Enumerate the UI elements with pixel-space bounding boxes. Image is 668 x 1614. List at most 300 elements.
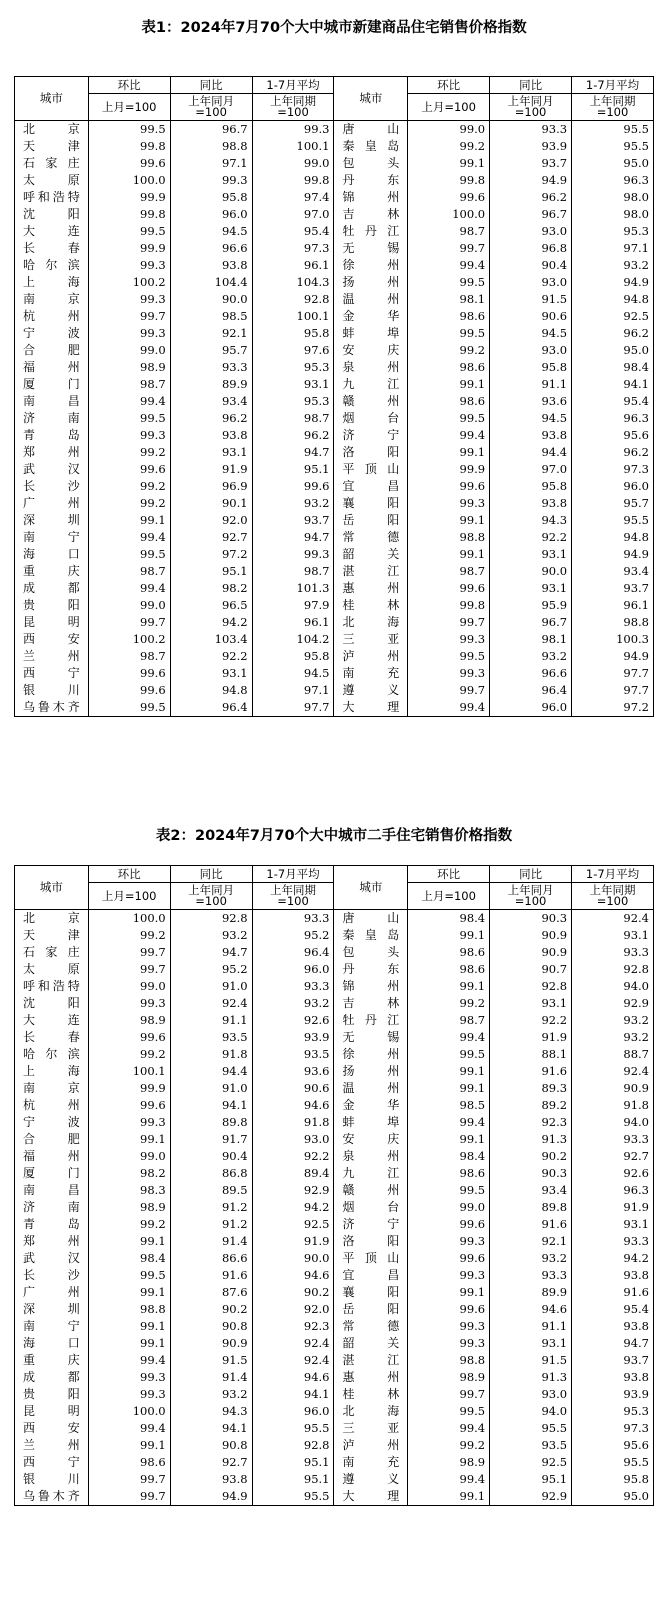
- city-cell: 宁波: [15, 325, 89, 342]
- mom-value: 98.7: [88, 563, 170, 580]
- city-cell-right: 岳阳: [334, 512, 408, 529]
- avg-value: 90.6: [252, 1080, 334, 1097]
- city-cell-right: 锦州: [334, 189, 408, 206]
- table-row: [15, 665, 654, 682]
- avg-value-right: 95.5: [572, 1454, 654, 1471]
- mom-value: 99.7: [88, 614, 170, 631]
- yoy-value-right: 93.3: [490, 121, 572, 139]
- table-row: [15, 1063, 654, 1080]
- yoy-header-right: 同比: [490, 77, 572, 94]
- avg-value: 97.0: [252, 206, 334, 223]
- yoy-value: 93.8: [170, 1471, 252, 1488]
- city-cell: 福州: [15, 1148, 89, 1165]
- avg-value: 100.1: [252, 308, 334, 325]
- city-cell-right: 桂林: [334, 597, 408, 614]
- city-cell-right: 洛阳: [334, 1233, 408, 1250]
- mom-value: 100.2: [88, 631, 170, 648]
- mom-value: 100.1: [88, 1063, 170, 1080]
- yoy-value: 95.8: [170, 189, 252, 206]
- yoy-value-right: 93.0: [490, 223, 572, 240]
- city-cell-right: 赣州: [334, 393, 408, 410]
- avg-value: 95.5: [252, 1488, 334, 1506]
- city-cell-right: 三亚: [334, 1420, 408, 1437]
- mom-value-right: 99.1: [408, 376, 490, 393]
- avg-value-right: 92.6: [572, 1165, 654, 1182]
- city-cell-right: 宜昌: [334, 478, 408, 495]
- mom-value: 99.3: [88, 1386, 170, 1403]
- avg-value-right: 96.3: [572, 172, 654, 189]
- table-row: [15, 1046, 654, 1063]
- mom-value-right: 98.6: [408, 944, 490, 961]
- city-cell: 长春: [15, 240, 89, 257]
- table-row: [15, 206, 654, 223]
- avg-value: 101.3: [252, 580, 334, 597]
- mom-value: 99.6: [88, 1097, 170, 1114]
- yoy-value-right: 92.9: [490, 1488, 572, 1506]
- yoy-value-right: 91.9: [490, 1029, 572, 1046]
- avg-value-right: 93.2: [572, 1012, 654, 1029]
- city-cell-right: 岳阳: [334, 1301, 408, 1318]
- mom-value: 99.2: [88, 1216, 170, 1233]
- yoy-value-right: 95.9: [490, 597, 572, 614]
- city-cell: 西安: [15, 1420, 89, 1437]
- avg-value-right: 93.8: [572, 1369, 654, 1386]
- yoy-value-right: 89.9: [490, 1284, 572, 1301]
- avg-header-right: 1-7月平均: [572, 77, 654, 94]
- avg-value-right: 96.0: [572, 478, 654, 495]
- city-cell-right: 九江: [334, 376, 408, 393]
- table-row: [15, 172, 654, 189]
- avg-value: 94.2: [252, 1199, 334, 1216]
- city-cell: 石家庄: [15, 155, 89, 172]
- avg-base-right: 上年同期 =100: [572, 883, 654, 910]
- city-cell: 成都: [15, 580, 89, 597]
- mom-value-right: 99.4: [408, 1420, 490, 1437]
- table-row: [15, 1454, 654, 1471]
- city-cell-right: 济宁: [334, 427, 408, 444]
- city-cell: 海口: [15, 1335, 89, 1352]
- avg-value-right: 95.5: [572, 138, 654, 155]
- city-cell-right: 丹东: [334, 172, 408, 189]
- mom-value-right: 98.6: [408, 1165, 490, 1182]
- city-cell-right: 泉州: [334, 359, 408, 376]
- mom-base: 上月=100: [88, 883, 170, 910]
- city-cell-right: 惠州: [334, 1369, 408, 1386]
- city-cell: 杭州: [15, 308, 89, 325]
- avg-value-right: 93.9: [572, 1386, 654, 1403]
- city-cell-right: 北海: [334, 1403, 408, 1420]
- mom-value-right: 99.3: [408, 1318, 490, 1335]
- table-row: [15, 529, 654, 546]
- table-row: [15, 478, 654, 495]
- city-cell: 广州: [15, 1284, 89, 1301]
- table-row: [15, 682, 654, 699]
- mom-value: 98.7: [88, 376, 170, 393]
- table-row: [15, 121, 654, 139]
- avg-value: 92.8: [252, 1437, 334, 1454]
- mom-value-right: 99.2: [408, 995, 490, 1012]
- city-cell-right: 遵义: [334, 682, 408, 699]
- yoy-value-right: 96.0: [490, 699, 572, 717]
- city-cell: 沈阳: [15, 206, 89, 223]
- mom-value: 99.5: [88, 1267, 170, 1284]
- avg-value-right: 94.1: [572, 376, 654, 393]
- yoy-value: 93.8: [170, 427, 252, 444]
- avg-value: 99.0: [252, 155, 334, 172]
- yoy-value-right: 88.1: [490, 1046, 572, 1063]
- yoy-value: 97.1: [170, 155, 252, 172]
- mom-value-right: 98.4: [408, 910, 490, 928]
- mom-value: 99.0: [88, 342, 170, 359]
- yoy-value-right: 93.5: [490, 1437, 572, 1454]
- avg-value: 94.6: [252, 1097, 334, 1114]
- city-cell: 深圳: [15, 512, 89, 529]
- avg-value: 99.6: [252, 478, 334, 495]
- table-row: [15, 1097, 654, 1114]
- yoy-value-right: 91.5: [490, 1352, 572, 1369]
- city-cell: 乌鲁木齐: [15, 1488, 89, 1506]
- mom-value-right: 99.6: [408, 1301, 490, 1318]
- table-row: [15, 410, 654, 427]
- city-cell: 呼和浩特: [15, 978, 89, 995]
- city-cell-right: 北海: [334, 614, 408, 631]
- city-cell-right: 包头: [334, 944, 408, 961]
- table-row: [15, 461, 654, 478]
- yoy-value-right: 89.2: [490, 1097, 572, 1114]
- yoy-value: 92.0: [170, 512, 252, 529]
- yoy-value: 91.4: [170, 1369, 252, 1386]
- city-cell: 厦门: [15, 376, 89, 393]
- city-cell-right: 襄阳: [334, 1284, 408, 1301]
- city-cell: 太原: [15, 961, 89, 978]
- city-cell-right: 吉林: [334, 995, 408, 1012]
- city-cell-right: 湛江: [334, 563, 408, 580]
- yoy-value-right: 94.3: [490, 512, 572, 529]
- avg-value-right: 97.7: [572, 665, 654, 682]
- table-row: [15, 910, 654, 928]
- avg-value-right: 95.8: [572, 1471, 654, 1488]
- avg-value-right: 90.9: [572, 1080, 654, 1097]
- table-row: [15, 1335, 654, 1352]
- yoy-value-right: 93.6: [490, 393, 572, 410]
- mom-value: 99.5: [88, 546, 170, 563]
- avg-value-right: 96.3: [572, 1182, 654, 1199]
- city-header-right: 城市: [334, 866, 408, 910]
- mom-value: 98.9: [88, 1199, 170, 1216]
- yoy-value: 94.5: [170, 223, 252, 240]
- table2-container: [14, 865, 654, 1506]
- avg-value-right: 94.8: [572, 291, 654, 308]
- avg-value-right: 93.3: [572, 944, 654, 961]
- table1: [14, 76, 654, 717]
- table-row: [15, 1182, 654, 1199]
- mom-value-right: 98.6: [408, 961, 490, 978]
- city-cell-right: 扬州: [334, 1063, 408, 1080]
- table-row: [15, 512, 654, 529]
- city-cell-right: 湛江: [334, 1352, 408, 1369]
- yoy-value: 89.5: [170, 1182, 252, 1199]
- city-cell: 武汉: [15, 461, 89, 478]
- avg-value: 93.2: [252, 995, 334, 1012]
- yoy-value: 91.2: [170, 1199, 252, 1216]
- avg-value: 95.1: [252, 461, 334, 478]
- avg-value: 92.3: [252, 1318, 334, 1335]
- avg-value-right: 95.6: [572, 1437, 654, 1454]
- city-cell: 郑州: [15, 1233, 89, 1250]
- avg-value-right: 93.7: [572, 580, 654, 597]
- mom-base-right: 上月=100: [408, 883, 490, 910]
- yoy-value-right: 91.1: [490, 376, 572, 393]
- avg-value: 97.3: [252, 240, 334, 257]
- avg-value: 97.6: [252, 342, 334, 359]
- city-cell: 青岛: [15, 427, 89, 444]
- yoy-value-right: 96.7: [490, 614, 572, 631]
- mom-value: 99.1: [88, 1284, 170, 1301]
- mom-value-right: 99.4: [408, 699, 490, 717]
- city-cell: 广州: [15, 495, 89, 512]
- avg-value-right: 93.1: [572, 927, 654, 944]
- mom-value-right: 99.6: [408, 478, 490, 495]
- yoy-value-right: 93.8: [490, 427, 572, 444]
- yoy-value-right: 93.2: [490, 1250, 572, 1267]
- mom-value-right: 99.2: [408, 342, 490, 359]
- mom-value-right: 99.5: [408, 1046, 490, 1063]
- yoy-value-right: 90.3: [490, 1165, 572, 1182]
- avg-value-right: 98.8: [572, 614, 654, 631]
- city-cell: 深圳: [15, 1301, 89, 1318]
- mom-value: 99.4: [88, 393, 170, 410]
- yoy-value-right: 91.6: [490, 1063, 572, 1080]
- mom-value: 99.1: [88, 1318, 170, 1335]
- mom-header-right: 环比: [408, 77, 490, 94]
- yoy-value-right: 93.2: [490, 648, 572, 665]
- yoy-base-right: 上年同月 =100: [490, 883, 572, 910]
- mom-value-right: 99.5: [408, 325, 490, 342]
- city-cell-right: 安庆: [334, 342, 408, 359]
- table-row: [15, 1488, 654, 1506]
- city-cell-right: 九江: [334, 1165, 408, 1182]
- avg-value: 90.0: [252, 1250, 334, 1267]
- yoy-value: 96.4: [170, 699, 252, 717]
- avg-value: 94.6: [252, 1267, 334, 1284]
- table-row: [15, 1318, 654, 1335]
- avg-base: 上年同期 =100: [252, 94, 334, 121]
- city-cell-right: 安庆: [334, 1131, 408, 1148]
- city-cell: 海口: [15, 546, 89, 563]
- yoy-value: 94.1: [170, 1420, 252, 1437]
- mom-value-right: 99.1: [408, 927, 490, 944]
- mom-value: 99.2: [88, 927, 170, 944]
- city-cell: 重庆: [15, 1352, 89, 1369]
- city-cell-right: 无锡: [334, 1029, 408, 1046]
- city-cell: 天津: [15, 927, 89, 944]
- city-cell: 哈尔滨: [15, 1046, 89, 1063]
- avg-value: 93.6: [252, 1063, 334, 1080]
- avg-value: 93.0: [252, 1131, 334, 1148]
- yoy-value-right: 90.3: [490, 910, 572, 928]
- city-cell-right: 唐山: [334, 910, 408, 928]
- yoy-value-right: 89.8: [490, 1199, 572, 1216]
- yoy-value: 92.8: [170, 910, 252, 928]
- table-row: [15, 1080, 654, 1097]
- avg-value: 96.2: [252, 427, 334, 444]
- yoy-value-right: 91.5: [490, 291, 572, 308]
- avg-value: 95.8: [252, 325, 334, 342]
- yoy-value: 98.2: [170, 580, 252, 597]
- city-cell: 济南: [15, 1199, 89, 1216]
- city-cell: 天津: [15, 138, 89, 155]
- avg-value-right: 88.7: [572, 1046, 654, 1063]
- mom-value: 99.0: [88, 978, 170, 995]
- avg-value: 92.5: [252, 1216, 334, 1233]
- avg-value: 94.6: [252, 1369, 334, 1386]
- yoy-value-right: 90.9: [490, 927, 572, 944]
- table-row: [15, 978, 654, 995]
- city-cell-right: 惠州: [334, 580, 408, 597]
- yoy-value: 93.4: [170, 393, 252, 410]
- yoy-value-right: 93.3: [490, 1267, 572, 1284]
- mom-value-right: 99.7: [408, 614, 490, 631]
- city-cell: 上海: [15, 1063, 89, 1080]
- mom-value-right: 99.1: [408, 546, 490, 563]
- mom-value: 99.3: [88, 427, 170, 444]
- mom-value-right: 99.5: [408, 648, 490, 665]
- mom-value-right: 99.4: [408, 427, 490, 444]
- mom-value-right: 99.5: [408, 410, 490, 427]
- avg-value: 93.3: [252, 978, 334, 995]
- table-row: [15, 342, 654, 359]
- city-cell-right: 烟台: [334, 1199, 408, 1216]
- yoy-value-right: 93.1: [490, 1335, 572, 1352]
- yoy-value: 93.2: [170, 927, 252, 944]
- avg-value-right: 96.1: [572, 597, 654, 614]
- mom-value-right: 99.4: [408, 1029, 490, 1046]
- mom-value: 99.4: [88, 1352, 170, 1369]
- table-row: [15, 927, 654, 944]
- yoy-value: 91.0: [170, 1080, 252, 1097]
- avg-value: 99.3: [252, 121, 334, 139]
- table-row: [15, 631, 654, 648]
- mom-value-right: 99.4: [408, 1114, 490, 1131]
- yoy-value-right: 95.8: [490, 359, 572, 376]
- mom-value: 99.5: [88, 223, 170, 240]
- table-row: [15, 257, 654, 274]
- yoy-value-right: 93.9: [490, 138, 572, 155]
- city-cell: 哈尔滨: [15, 257, 89, 274]
- avg-value-right: 94.9: [572, 648, 654, 665]
- avg-value-right: 94.8: [572, 529, 654, 546]
- yoy-value: 92.7: [170, 1454, 252, 1471]
- mom-value-right: 98.1: [408, 291, 490, 308]
- mom-value-right: 98.6: [408, 393, 490, 410]
- yoy-value-right: 91.1: [490, 1318, 572, 1335]
- city-cell: 西宁: [15, 1454, 89, 1471]
- city-cell-right: 秦皇岛: [334, 927, 408, 944]
- mom-value-right: 98.7: [408, 1012, 490, 1029]
- mom-value: 99.7: [88, 944, 170, 961]
- mom-value-right: 99.1: [408, 978, 490, 995]
- mom-value: 99.3: [88, 1369, 170, 1386]
- avg-value-right: 92.9: [572, 995, 654, 1012]
- avg-value-right: 98.0: [572, 206, 654, 223]
- yoy-value: 96.6: [170, 240, 252, 257]
- table-row: [15, 1250, 654, 1267]
- city-cell-right: 温州: [334, 291, 408, 308]
- mom-value-right: 99.6: [408, 189, 490, 206]
- city-cell-right: 烟台: [334, 410, 408, 427]
- city-cell-right: 平顶山: [334, 461, 408, 478]
- city-cell: 重庆: [15, 563, 89, 580]
- yoy-value: 94.9: [170, 1488, 252, 1506]
- city-cell-right: 南充: [334, 665, 408, 682]
- mom-value-right: 99.6: [408, 580, 490, 597]
- mom-value-right: 99.6: [408, 1250, 490, 1267]
- mom-value: 100.0: [88, 910, 170, 928]
- yoy-value-right: 90.2: [490, 1148, 572, 1165]
- yoy-value: 94.4: [170, 1063, 252, 1080]
- table1-container: [14, 76, 654, 717]
- city-cell: 南宁: [15, 1318, 89, 1335]
- mom-value: 98.7: [88, 648, 170, 665]
- city-cell: 昆明: [15, 1403, 89, 1420]
- table-row: [15, 223, 654, 240]
- yoy-value: 96.0: [170, 206, 252, 223]
- yoy-value-right: 90.0: [490, 563, 572, 580]
- yoy-value-right: 92.2: [490, 529, 572, 546]
- avg-header: 1-7月平均: [252, 77, 334, 94]
- yoy-value-right: 94.9: [490, 172, 572, 189]
- avg-header-right: 1-7月平均: [572, 866, 654, 883]
- city-cell-right: 常德: [334, 1318, 408, 1335]
- yoy-value: 94.3: [170, 1403, 252, 1420]
- yoy-value: 91.6: [170, 1267, 252, 1284]
- mom-value: 99.6: [88, 461, 170, 478]
- mom-value-right: 99.3: [408, 665, 490, 682]
- yoy-value: 91.7: [170, 1131, 252, 1148]
- city-cell: 沈阳: [15, 995, 89, 1012]
- avg-value-right: 93.3: [572, 1131, 654, 1148]
- avg-value-right: 93.3: [572, 1233, 654, 1250]
- mom-value: 99.3: [88, 291, 170, 308]
- yoy-value: 90.4: [170, 1148, 252, 1165]
- mom-value-right: 99.1: [408, 1284, 490, 1301]
- avg-value-right: 97.1: [572, 240, 654, 257]
- mom-value-right: 99.6: [408, 1216, 490, 1233]
- mom-value: 99.6: [88, 682, 170, 699]
- city-cell: 石家庄: [15, 944, 89, 961]
- table-row: [15, 648, 654, 665]
- avg-value: 92.8: [252, 291, 334, 308]
- city-cell-right: 洛阳: [334, 444, 408, 461]
- yoy-header: 同比: [170, 77, 252, 94]
- mom-value: 99.9: [88, 240, 170, 257]
- avg-value: 104.3: [252, 274, 334, 291]
- mom-header-right: 环比: [408, 866, 490, 883]
- table-row: [15, 614, 654, 631]
- mom-value: 99.6: [88, 155, 170, 172]
- avg-value-right: 97.3: [572, 1420, 654, 1437]
- table-row: [15, 393, 654, 410]
- yoy-value: 90.9: [170, 1335, 252, 1352]
- yoy-value-right: 94.0: [490, 1403, 572, 1420]
- avg-value-right: 98.0: [572, 189, 654, 206]
- table-row: [15, 995, 654, 1012]
- table-row: [15, 155, 654, 172]
- yoy-value: 93.1: [170, 665, 252, 682]
- mom-value: 99.0: [88, 1148, 170, 1165]
- mom-value: 99.1: [88, 1437, 170, 1454]
- avg-value-right: 93.1: [572, 1216, 654, 1233]
